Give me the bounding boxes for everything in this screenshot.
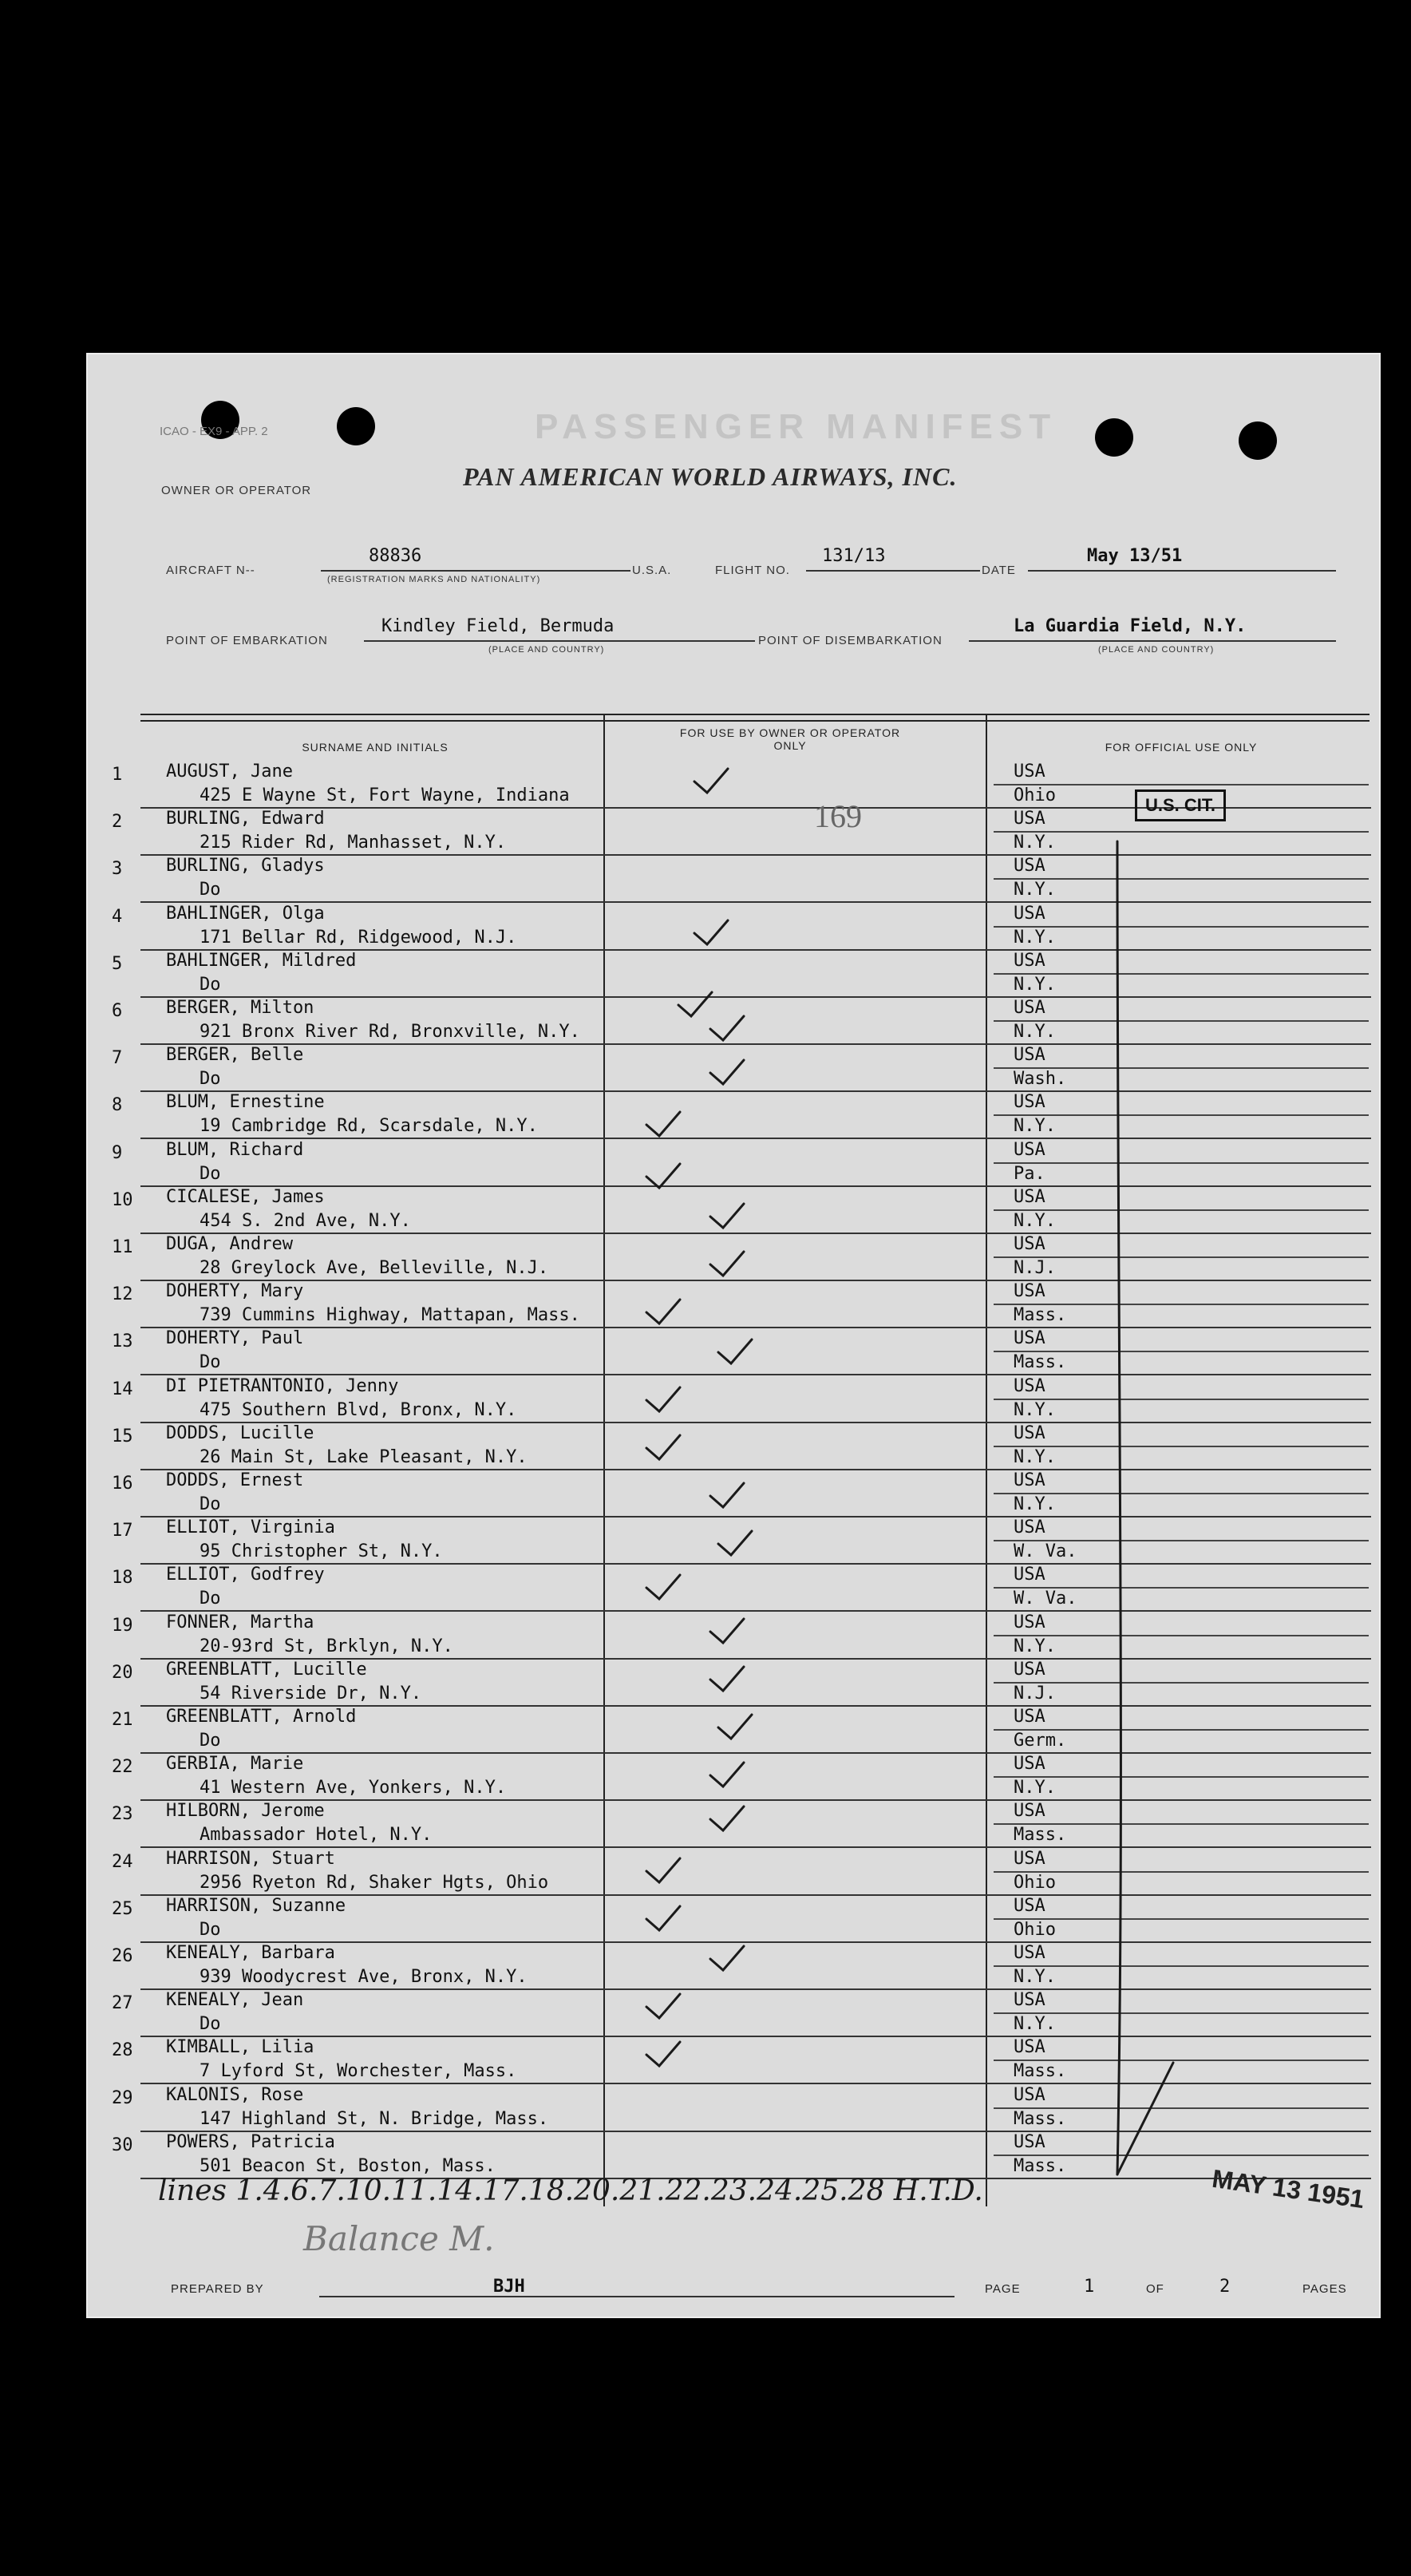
passenger-address: Do [200,1352,221,1373]
state: N.Y. [1014,1636,1056,1656]
passenger-name: KALONIS, Rose [166,2084,304,2105]
passenger-address: 41 Western Ave, Yonkers, N.Y. [200,1778,507,1798]
row-number: 3 [112,859,123,880]
row-number: 22 [112,1757,133,1778]
row-number: 6 [112,1001,123,1021]
nationality: USA [1014,950,1045,971]
state: Germ. [1014,1731,1067,1751]
passenger-address: 19 Cambridge Rd, Scarsdale, N.Y. [200,1116,538,1137]
passenger-name: KENEALY, Barbara [166,1943,335,1963]
passenger-address: 147 Highland St, N. Bridge, Mass. [200,2108,549,2129]
passenger-address: Do [200,974,221,995]
col-official-use: FOR OFFICIAL USE ONLY [1105,741,1258,754]
row-number: 5 [112,953,123,974]
passenger-name: GERBIA, Marie [166,1754,304,1775]
nationality: USA [1014,1186,1045,1207]
passenger-address: 171 Bellar Rd, Ridgewood, N.J. [200,927,517,948]
disembark-sub: (PLACE AND COUNTRY) [1098,645,1215,655]
state: Mass. [1014,2061,1067,2082]
row-number: 2 [112,812,123,833]
handwritten-check-marks [88,354,1379,2317]
aircraft-sub: (REGISTRATION MARKS AND NATIONALITY) [327,575,541,584]
passenger-address: Ambassador Hotel, N.Y. [200,1825,433,1846]
state: N.Y. [1014,1399,1056,1420]
passenger-name: ELLIOT, Godfrey [166,1565,325,1585]
passenger-address: 7 Lyford St, Worchester, Mass. [200,2061,517,2082]
row-number: 12 [112,1284,133,1305]
state: Mass. [1014,2108,1067,2129]
state: N.Y. [1014,833,1056,853]
passenger-name: FONNER, Martha [166,1612,314,1632]
nationality: USA [1014,1518,1045,1538]
nationality: USA [1014,1281,1045,1302]
passenger-name: HILBORN, Jerome [166,1801,325,1822]
passenger-name: CICALESE, James [166,1186,325,1207]
passenger-address: 425 E Wayne St, Fort Wayne, Indiana [200,785,570,805]
flight-value: 131/13 [822,546,886,566]
date-stamp: MAY 13 1951 [1210,2163,1366,2214]
passenger-name: GREENBLATT, Lucille [166,1659,367,1680]
passenger-name: BLUM, Richard [166,1139,304,1160]
passenger-address: 95 Christopher St, N.Y. [200,1541,443,1562]
passenger-address: 454 S. 2nd Ave, N.Y. [200,1210,411,1231]
passenger-name: DOHERTY, Mary [166,1281,304,1302]
col-surname: SURNAME AND INITIALS [302,741,449,754]
state: N.Y. [1014,1967,1056,1987]
nationality: USA [1014,2131,1045,2152]
page-value: 1 [1084,2277,1095,2297]
passenger-name: DOHERTY, Paul [166,1328,304,1349]
passenger-name: DODDS, Lucille [166,1423,314,1443]
passenger-address: 501 Beacon St, Boston, Mass. [200,2155,496,2176]
nationality: USA [1014,1565,1045,1585]
state: N.Y. [1014,1210,1056,1231]
state: N.Y. [1014,1494,1056,1514]
nationality: USA [1014,1139,1045,1160]
passenger-name: ELLIOT, Virginia [166,1518,335,1538]
nationality: USA [1014,1943,1045,1963]
row-number: 16 [112,1474,133,1494]
passenger-name: HARRISON, Stuart [166,1848,335,1869]
citizenship-stamp: U.S. CIT. [1135,789,1226,821]
of-value: 2 [1219,2277,1231,2297]
state: N.Y. [1014,974,1056,995]
nationality: USA [1014,856,1045,876]
row-number: 17 [112,1521,133,1541]
nationality: USA [1014,1470,1045,1490]
passenger-address: 475 Southern Blvd, Bronx, N.Y. [200,1399,517,1420]
nationality: USA [1014,903,1045,924]
row-number: 19 [112,1615,133,1636]
passenger-name: BURLING, Edward [166,809,325,829]
state: Mass. [1014,1825,1067,1846]
aircraft-label: AIRCRAFT N-- [166,564,255,577]
page-label: PAGE [985,2282,1021,2296]
passenger-name: DI PIETRANTONIO, Jenny [166,1375,399,1396]
state: Wash. [1014,1069,1067,1090]
col-owner-use: FOR USE BY OWNER OR OPERATOR ONLY [679,726,901,752]
state: W. Va. [1014,1541,1077,1562]
handwritten-balance-note: Balance M. [303,2219,495,2258]
aircraft-value: 88836 [369,546,422,566]
passenger-address: 20-93rd St, Brklyn, N.Y. [200,1636,453,1656]
passenger-address: 921 Bronx River Rd, Bronxville, N.Y. [200,1022,580,1042]
state: Mass. [1014,2155,1067,2176]
row-number: 18 [112,1568,133,1589]
passenger-name: BAHLINGER, Mildred [166,950,357,971]
handwritten-lines-note: lines 1.4.6.7.10.11.14.17.18.20.21.22.23.24.25.28 H.T.D. [158,2174,983,2207]
date-label: DATE [982,564,1016,577]
nationality: USA [1014,1375,1045,1396]
nationality: USA [1014,1612,1045,1632]
nationality: USA [1014,1328,1045,1349]
state: N.Y. [1014,1116,1056,1137]
passenger-address: 215 Rider Rd, Manhasset, N.Y. [200,833,507,853]
state: N.Y. [1014,927,1056,948]
manifest-sheet [86,353,1381,2318]
nationality: USA [1014,1895,1045,1916]
nationality: USA [1014,1990,1045,2011]
state: Mass. [1014,1352,1067,1373]
passenger-name: KIMBALL, Lilia [166,2037,314,2058]
row-number: 28 [112,2040,133,2061]
row-number: 21 [112,1710,133,1730]
nationality: USA [1014,2037,1045,2058]
state: N.Y. [1014,880,1056,900]
usa-label: U.S.A. [632,564,672,577]
state: N.Y. [1014,1022,1056,1042]
prepared-value: BJH [493,2277,525,2297]
state: W. Va. [1014,1589,1077,1609]
row-number: 13 [112,1332,133,1352]
passenger-name: BERGER, Milton [166,998,314,1018]
disembark-label: POINT OF DISEMBARKATION [758,634,943,647]
nationality: USA [1014,1848,1045,1869]
row-number: 29 [112,2087,133,2108]
embark-label: POINT OF EMBARKATION [166,634,328,647]
passenger-name: BURLING, Gladys [166,856,325,876]
row-number: 8 [112,1095,123,1116]
passenger-name: BAHLINGER, Olga [166,903,325,924]
nationality: USA [1014,1423,1045,1443]
of-label: OF [1146,2282,1164,2296]
passenger-address: Do [200,2014,221,2035]
passenger-name: HARRISON, Suzanne [166,1895,346,1916]
nationality: USA [1014,1707,1045,1727]
passenger-name: BLUM, Ernestine [166,1092,325,1113]
passenger-name: GREENBLATT, Arnold [166,1707,357,1727]
manifest-title: PASSENGER MANIFEST [535,407,1057,446]
nationality: USA [1014,762,1045,782]
passenger-address: Do [200,1589,221,1609]
state: Ohio [1014,1872,1056,1893]
row-number: 4 [112,906,123,927]
state: Mass. [1014,1305,1067,1326]
passenger-address: 26 Main St, Lake Pleasant, N.Y. [200,1446,528,1467]
passenger-address: Do [200,1163,221,1184]
passenger-name: KENEALY, Jean [166,1990,304,2011]
form-number: ICAO - EX9 - APP. 2 [160,425,268,438]
state: Ohio [1014,785,1056,805]
nationality: USA [1014,1754,1045,1775]
row-number: 11 [112,1237,133,1257]
state: Pa. [1014,1163,1045,1184]
row-number: 1 [112,765,123,785]
row-number: 10 [112,1189,133,1210]
row-number: 23 [112,1804,133,1825]
state: N.J. [1014,1258,1056,1278]
disembark-value: La Guardia Field, N.Y. [1014,616,1247,636]
row-number: 9 [112,1142,123,1163]
date-value: May 13/51 [1087,546,1183,566]
passenger-address: Do [200,1494,221,1514]
passenger-address: 739 Cummins Highway, Mattapan, Mass. [200,1305,580,1326]
owner-label: OWNER OR OPERATOR [161,484,312,497]
row-number: 24 [112,1851,133,1872]
row-number: 30 [112,2135,133,2155]
row-number: 27 [112,1993,133,2014]
row-number: 15 [112,1426,133,1446]
passenger-count: 169 [814,798,862,834]
passenger-address: Do [200,1919,221,1940]
embark-sub: (PLACE AND COUNTRY) [488,645,605,655]
nationality: USA [1014,1092,1045,1113]
passenger-address: 2956 Ryeton Rd, Shaker Hgts, Ohio [200,1872,549,1893]
passenger-address: 54 Riverside Dr, N.Y. [200,1683,422,1703]
passenger-name: AUGUST, Jane [166,762,293,782]
nationality: USA [1014,1659,1045,1680]
passenger-address: 939 Woodycrest Ave, Bronx, N.Y. [200,1967,528,1987]
pages-label: PAGES [1302,2282,1347,2296]
row-number: 26 [112,1946,133,1966]
embark-value: Kindley Field, Bermuda [381,616,615,636]
prepared-label: PREPARED BY [171,2282,264,2296]
nationality: USA [1014,809,1045,829]
passenger-name: BERGER, Belle [166,1045,304,1066]
nationality: USA [1014,998,1045,1018]
passenger-name: POWERS, Patricia [166,2131,335,2152]
passenger-address: Do [200,1731,221,1751]
nationality: USA [1014,1801,1045,1822]
state: N.J. [1014,1683,1056,1703]
flight-label: FLIGHT NO. [715,564,790,577]
nationality: USA [1014,1045,1045,1066]
passenger-address: Do [200,880,221,900]
passenger-address: 28 Greylock Ave, Belleville, N.J. [200,1258,549,1278]
state: Ohio [1014,1919,1056,1940]
operator-name: PAN AMERICAN WORLD AIRWAYS, INC. [463,462,958,491]
row-number: 14 [112,1379,133,1399]
state: N.Y. [1014,2014,1056,2035]
nationality: USA [1014,1234,1045,1254]
passenger-address: Do [200,1069,221,1090]
state: N.Y. [1014,1446,1056,1467]
row-number: 20 [112,1662,133,1683]
row-number: 25 [112,1898,133,1919]
nationality: USA [1014,2084,1045,2105]
passenger-name: DODDS, Ernest [166,1470,304,1490]
state: N.Y. [1014,1778,1056,1798]
row-number: 7 [112,1048,123,1069]
passenger-name: DUGA, Andrew [166,1234,293,1254]
